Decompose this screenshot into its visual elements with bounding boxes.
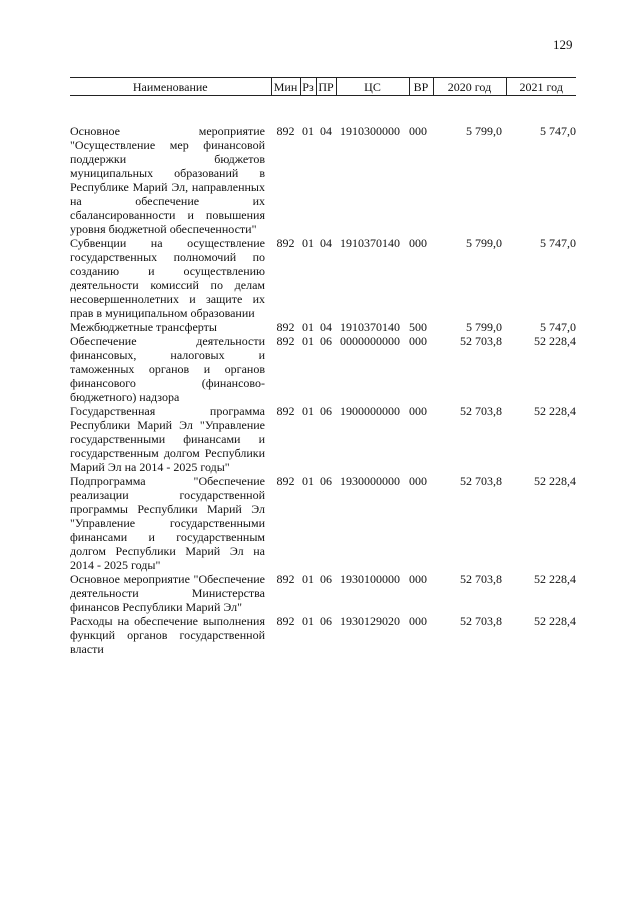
header-min: Мин <box>271 78 300 96</box>
row-min: 892 <box>276 320 295 334</box>
row-2020: 5 799,0 <box>466 124 502 138</box>
row-2021: 52 228,4 <box>534 614 576 628</box>
row-name: Государственная программа Республики Марий Эл "Управление государственными финансами и государственным долгом Республики Марий Эл на 2014 - 2025 годы" <box>70 404 265 474</box>
row-rz: 01 <box>302 474 314 488</box>
row-name: Подпрограмма "Обеспечение реализации государственной программы Республики Марий Эл "Управление государственными финансами и государственным долгом Республики Марий Эл на 2014 - 2025 годы" <box>70 474 265 572</box>
row-name: Расходы на обеспечение выполнения функций органов государственной власти <box>70 614 265 656</box>
page-number: 129 <box>553 37 573 52</box>
table-row <box>70 404 576 474</box>
table-row <box>70 334 576 404</box>
row-vr: 000 <box>409 124 427 138</box>
row-2021: 52 228,4 <box>534 572 576 586</box>
row-2021: 52 228,4 <box>534 334 576 348</box>
row-rz: 01 <box>302 320 314 334</box>
table-row <box>70 614 576 656</box>
row-2020: 52 703,8 <box>460 572 502 586</box>
row-cs: 1910370140 <box>340 320 400 334</box>
row-pr: 04 <box>320 124 332 138</box>
table-row <box>70 474 576 572</box>
row-cs: 1930100000 <box>340 572 400 586</box>
row-vr: 000 <box>409 236 427 250</box>
row-2020: 5 799,0 <box>466 236 502 250</box>
row-cs: 1910370140 <box>340 236 400 250</box>
row-min: 892 <box>276 236 295 250</box>
row-2020: 52 703,8 <box>460 474 502 488</box>
header-cs: ЦС <box>336 78 409 96</box>
row-pr: 06 <box>320 404 332 418</box>
row-name: Основное мероприятие "Обеспечение деятельности Министерства финансов Республики Марий Эл" <box>70 572 265 614</box>
row-vr: 000 <box>409 572 427 586</box>
row-rz: 01 <box>302 614 314 628</box>
row-min: 892 <box>276 404 295 418</box>
row-2021: 5 747,0 <box>540 124 576 138</box>
row-2020: 52 703,8 <box>460 614 502 628</box>
row-cs: 1910300000 <box>340 124 400 138</box>
row-pr: 06 <box>320 614 332 628</box>
row-cs: 1930129020 <box>340 614 400 628</box>
row-2021: 52 228,4 <box>534 404 576 418</box>
header-vr: ВР <box>409 78 433 96</box>
row-rz: 01 <box>302 236 314 250</box>
row-2020: 52 703,8 <box>460 404 502 418</box>
row-min: 892 <box>276 572 295 586</box>
row-min: 892 <box>276 124 295 138</box>
row-vr: 500 <box>409 320 427 334</box>
row-min: 892 <box>276 474 295 488</box>
row-rz: 01 <box>302 404 314 418</box>
row-cs: 1900000000 <box>340 404 400 418</box>
row-2020: 5 799,0 <box>466 320 502 334</box>
row-2020: 52 703,8 <box>460 334 502 348</box>
row-cs: 0000000000 <box>340 334 400 348</box>
row-vr: 000 <box>409 614 427 628</box>
row-pr: 04 <box>320 320 332 334</box>
row-vr: 000 <box>409 474 427 488</box>
table-row <box>70 96 576 237</box>
header-rz: Рз <box>300 78 316 96</box>
header-2021: 2021 год <box>506 78 576 96</box>
row-vr: 000 <box>409 334 427 348</box>
row-pr: 06 <box>320 474 332 488</box>
row-pr: 06 <box>320 572 332 586</box>
row-name: Основное мероприятие "Осуществление мер финансовой поддержки бюджетов муниципальных образований в Республике Марий Эл, направленных на обеспечение их сбалансированности и повышения уровня бюджетной обеспеченности" <box>70 124 265 236</box>
header-2020: 2020 год <box>433 78 506 96</box>
row-vr: 000 <box>409 404 427 418</box>
row-min: 892 <box>276 334 295 348</box>
row-name: Субвенции на осуществление государственных полномочий по созданию и осуществлению деятельности комиссий по делам несовершеннолетних и защите их прав в муниципальном образовании <box>70 236 265 320</box>
header-pr: ПР <box>316 78 336 96</box>
table-row <box>70 572 576 614</box>
row-name: Межбюджетные трансферты <box>70 320 217 334</box>
row-2021: 52 228,4 <box>534 474 576 488</box>
row-rz: 01 <box>302 572 314 586</box>
row-pr: 06 <box>320 334 332 348</box>
row-rz: 01 <box>302 334 314 348</box>
table-row <box>70 320 576 334</box>
row-pr: 04 <box>320 236 332 250</box>
row-2021: 5 747,0 <box>540 236 576 250</box>
row-rz: 01 <box>302 124 314 138</box>
row-name: Обеспечение деятельности финансовых, налоговых и таможенных органов и органов финансового (финансово-бюджетного) надзора <box>70 334 265 404</box>
table-header-row <box>70 78 576 96</box>
row-cs: 1930000000 <box>340 474 400 488</box>
budget-table <box>70 77 576 656</box>
header-name: Наименование <box>70 78 271 96</box>
table-row <box>70 236 576 320</box>
row-min: 892 <box>276 614 295 628</box>
row-2021: 5 747,0 <box>540 320 576 334</box>
